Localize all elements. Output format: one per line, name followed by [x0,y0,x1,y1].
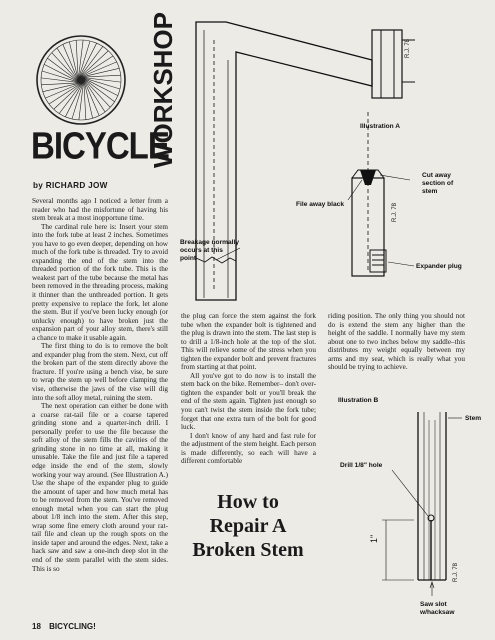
title-bicycle: BICYCLE [31,124,169,167]
saw-slot-label [420,601,468,617]
title-workshop: WORKSHOP [148,12,178,168]
illustration-b-title: Illustration B [338,397,379,404]
magazine-name: BICYCLING! [49,622,96,631]
paragraph: All you've got to do now is to install the stem back on the bike. Remember– don't over-tighten the expander bolt or you'll break the end of the stem again. Tighten just enough so you can't twist the stem inside the fork tube; forget that one extra turn of the bolt for good luck. [181,371,316,432]
drill-hole-label: Drill 1/8" hole [340,462,383,469]
paragraph: The first thing to do is to remove the bolt and expander plug from the stem. Next, cut off the broken part of the stem directly above the fracture. If you're using a bench vise, be sure to wrap the stem up well before clamping the vise, otherwise the jaws of the vise will dig into the soft alloy metal, ruining the stem. [32,342,168,402]
illustration-a-title: Illustration A [360,123,401,130]
saw-slot-label-text: Saw slot w/hacksaw [420,601,455,616]
cut-away-label-text: Cut away section of stem [422,172,454,195]
paragraph: riding position. The only thing you should not do is extend the stem any higher than the height of the saddle. I normally have my stem about one to two inches below my saddle–this distributes my weight equally between my arms and my seat, which is really what you should be trying to achieve. [328,312,465,372]
one-inch-label: 1" [369,534,379,543]
paragraph: the plug can force the stem against the fork tube when the expander bolt is tightened and the plug is drawn into the stem. The last step is to drill a 1/8-inch hole at the top of the slot. This will relieve some of the stress when you tighten the expander bolt and prevent fractures from starting at that point. [181,312,317,372]
expander-plug-label: Expander plug [416,263,462,270]
paragraph: I don't know of any hard and fast rule for the adjustment of the stem height. Each person is made differently, so each will have a different comfortable [181,431,316,466]
file-away-label: File away black [296,201,345,208]
stem-label: Stem [465,415,482,422]
byline: by RICHARD JOW [33,181,108,190]
headline-line: Broken Stem [192,539,304,561]
paragraph: The cardinal rule here is: Insert your stem into the fork tube at least 2 inches. Sometimes you have to go even deeper, depending on how much of the fork tube is threaded. Try to avoid expanding the end of the stem into the threaded portion of the fork tube. This is the weakest part of the tube because the metal has been removed in the threading process, making it thinner than the unthreaded portion. It gets pretty expensive to replace the fork, let alone the stem. But if you've been lucky enough (or unlucky enough) to have broken just the expansion part of your alloy stem, there's still a chance to make it usable again. [32,222,168,342]
breakage-label-text: Breakage normally occurs at this point [180,239,240,262]
headline-line: How to [217,491,279,513]
illustration-a-initials-2: R.J. 78 [392,202,398,222]
headline-line: Repair A [209,515,287,537]
illustration-b-initials: R.J. 78 [453,562,459,582]
paragraph: The next operation can either be done with a coarse rat-tail file or a coarse tapered grinding stone and a quarter-inch drill. I personally prefer to use the file because the soft alloy of the stem fills the cavities of the grinding stone in no time at all, making it unusable. Take the file and just file a tapered edge inside the end of the stem, slowly working your way around. (See Illustration A.) Use the shape of the expander plug to guide the amount of taper and how much metal has to be removed from the stem. You've removed enough metal when you can start the plug about 1/8 inch into the stem. After this step, wrap some fine emery cloth around your rat-tail file and clean up the rough spots on the inside taper and around the edges. Next, take a hack saw and saw a one-inch deep slot in the end of the stem parallel with the stem sides. This is so [32,402,168,573]
page-footer [32,622,96,631]
paragraph: Several months ago I noticed a letter from a reader who had the misfortune of having his stem break at a most inopportune time. [32,197,168,223]
page-number: 18 [32,622,41,631]
illustration-a-initials: R.J. 78 [405,38,411,58]
